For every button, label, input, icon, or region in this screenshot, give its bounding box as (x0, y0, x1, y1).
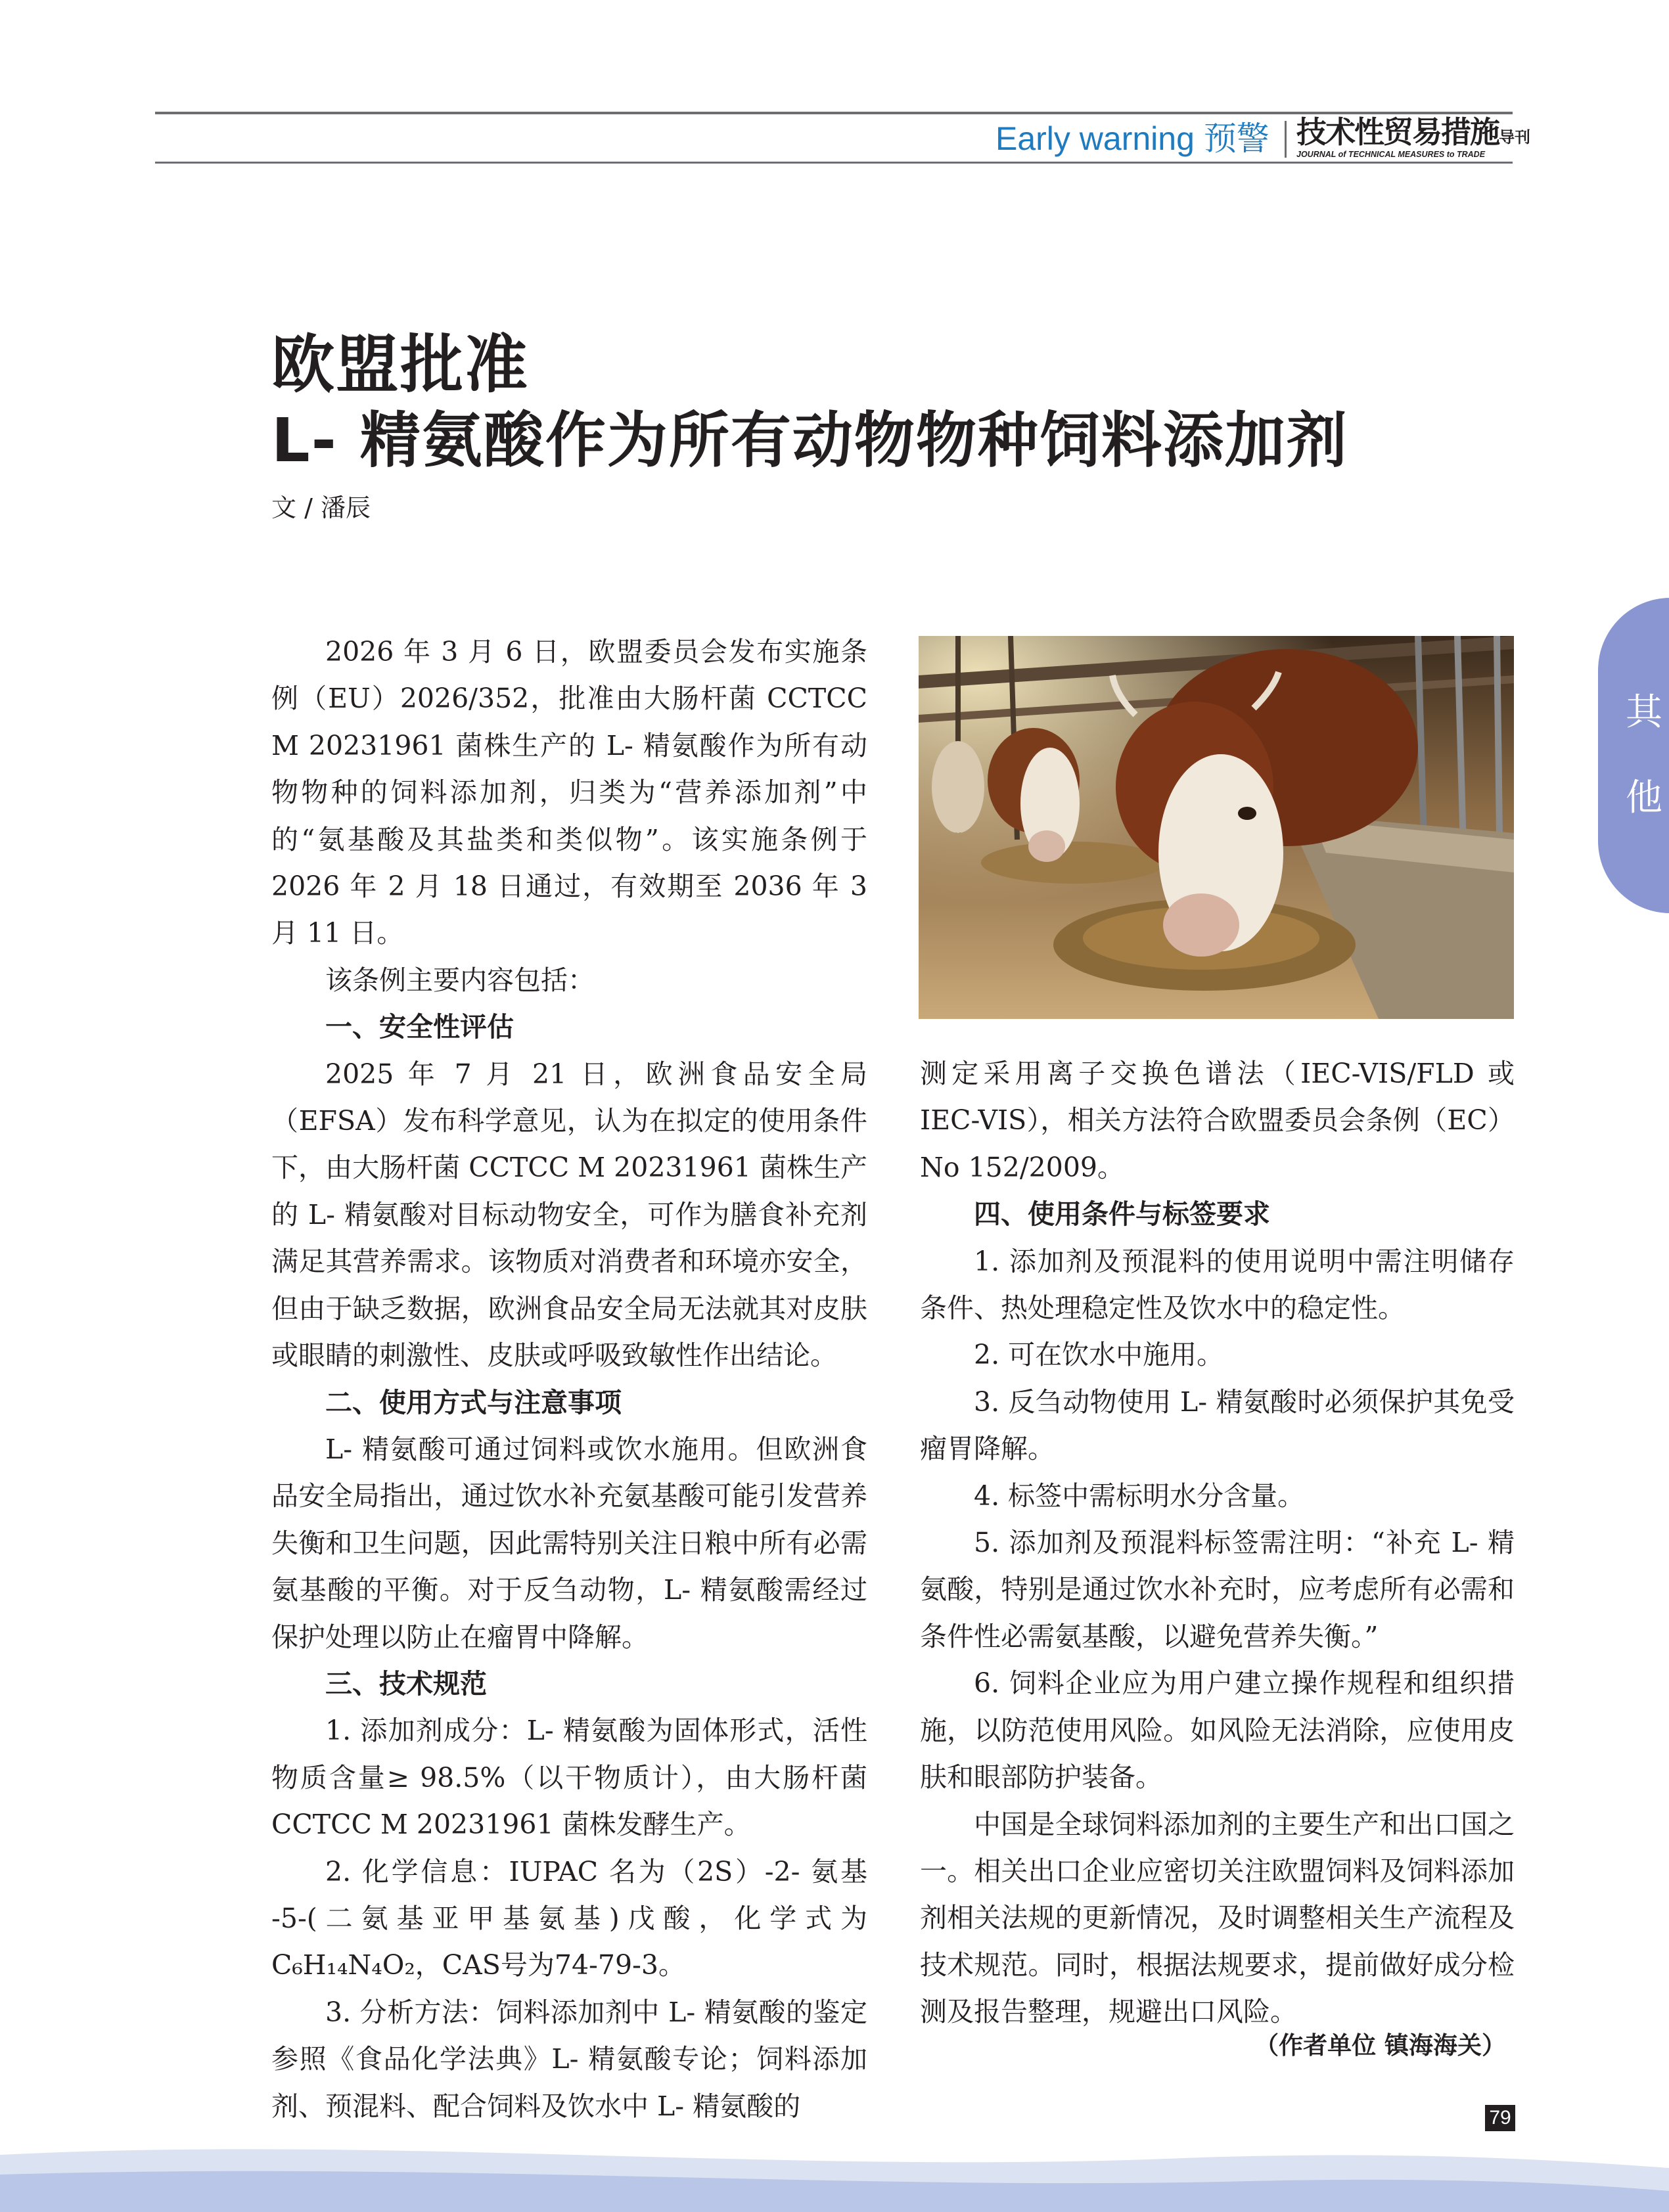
paragraph: 2. 可在饮水中施用。 (974, 1339, 1224, 1371)
header-rule-bottom (155, 162, 1513, 164)
paragraph: 该条例主要内容包括： (325, 964, 595, 996)
journal-name-text: 技术性贸易措施 (1296, 114, 1499, 150)
section-heading: 四、使用条件与标签要求 (974, 1198, 1270, 1230)
paragraph: 3. 反刍动物使用 L- 精氨酸时必须保护其免受瘤胃降解。 (920, 1386, 1515, 1465)
article-title-line2: L- 精氨酸作为所有动物物种饲料添加剂 (271, 405, 1348, 476)
article-title-line1: 欧盟批准 (271, 328, 529, 401)
section-side-tab (1598, 598, 1669, 913)
footer-wave-decoration (0, 2129, 1669, 2212)
paragraph: 2. 化学信息：IUPAC 名为（2S）-2- 氨基 -5-(二氨基亚甲基氨基)戊酸，化学式为C₆H₁₄N₄O₂，CAS号为74-79-3。 (271, 1855, 867, 1981)
journal-logo (1296, 116, 1530, 154)
right-column (920, 1050, 1515, 2036)
page-number: 79 (1485, 2105, 1515, 2131)
paragraph: 3. 分析方法：饲料添加剂中 L- 精氨酸的鉴定参照《食品化学法典》L- 精氨酸专论；饲料添加剂、预混料、配合饲料及饮水中 L- 精氨酸的 (271, 1996, 867, 2122)
paragraph: 2025 年 7 月 21 日，欧洲食品安全局（EFSA）发布科学意见，认为在拟定的使用条件下，由大肠杆菌 CCTCC M 20231961 菌株生产的 L- 精氨酸对目标动物安全，可作为膳食补充剂满足其营养需求。该物质对消费者和环境亦安全，但由于缺乏数据，欧洲食品安全局无法就其对皮肤或眼睛的刺激性、皮肤或呼吸致敏性作出结论。 (271, 1058, 867, 1372)
paragraph: 中国是全球饲料添加剂的主要生产和出口国之一。相关出口企业应密切关注欧盟饲料及饲料添加剂相关法规的更新情况，及时调整相关生产流程及技术规范。同时，根据法规要求，提前做好成分检测及报告整理，规避出口风险。 (920, 1808, 1515, 2028)
paragraph: 4. 标签中需标明水分含量。 (974, 1479, 1305, 1512)
side-tab-char-2: 他 (1626, 777, 1662, 819)
section-heading: 一、安全性评估 (325, 1011, 514, 1043)
paragraph: 1. 添加剂及预混料的使用说明中需注明储存条件、热处理稳定性及饮水中的稳定性。 (920, 1245, 1515, 1324)
journal-english-name: JOURNAL of TECHNICAL MEASURES to TRADE (1296, 150, 1486, 159)
section-label-cn: 预警 (1203, 120, 1269, 157)
paragraph: L- 精氨酸可通过饲料或饮水施用。但欧洲食品安全局指出，通过饮水补充氨基酸可能引发营养失衡和卫生问题，因此需特别关注日粮中所有必需氨基酸的平衡。对于反刍动物，L- 精氨酸需经过保护处理以防止在瘤胃中降解。 (271, 1433, 867, 1653)
section-label-en: Early warning (995, 120, 1195, 157)
section-label (995, 118, 1269, 159)
header-divider (1285, 121, 1287, 158)
section-heading: 三、技术规范 (325, 1667, 487, 1700)
byline: 文 / 潘辰 (271, 493, 371, 522)
journal-suffix: 导刊 (1499, 128, 1530, 147)
paragraph: 2026 年 3 月 6 日，欧盟委员会发布实施条例（EU）2026/352，批准由大肠杆菌 CCTCC M 20231961 菌株生产的 L- 精氨酸作为所有动物物种的饲料添加剂，归类为“营养添加剂”中的“氨基酸及其盐类和类似物”。该实施条例于 2026 年 2 月 18 日通过，有效期至 2036 年 3 月 11 日。 (271, 636, 867, 949)
paragraph: 6. 饲料企业应为用户建立操作规程和组织措施，以防范使用风险。如风险无法消除，应使用皮肤和眼部防护装备。 (920, 1667, 1515, 1794)
paragraph: 1. 添加剂成分：L- 精氨酸为固体形式，活性物质含量≥ 98.5%（以干物质计），由大肠杆菌 CCTCC M 20231961 菌株发酵生产。 (271, 1715, 867, 1841)
author-affiliation: （作者单位 镇海海关） (1254, 2031, 1506, 2060)
side-tab-char-1: 其 (1626, 691, 1662, 734)
section-heading: 二、使用方式与注意事项 (325, 1386, 622, 1418)
paragraph: 测定采用离子交换色谱法（IEC-VIS/FLD 或 IEC-VIS），相关方法符合欧盟委员会条例（EC）No 152/2009。 (920, 1058, 1515, 1183)
cattle-feeding-photo (919, 636, 1514, 1019)
paragraph: 5. 添加剂及预混料标签需注明：“补充 L- 精氨酸，特别是通过饮水补充时，应考虑所有必需和条件性必需氨基酸，以避免营养失衡。” (920, 1527, 1515, 1652)
left-column (271, 629, 867, 2130)
